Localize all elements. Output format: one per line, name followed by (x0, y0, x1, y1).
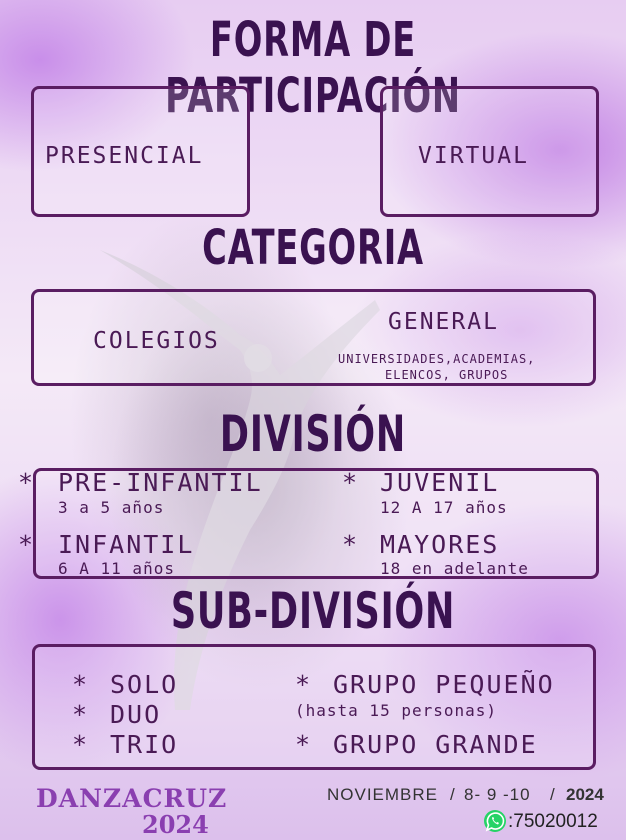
division-bullet: * (18, 530, 36, 559)
phone-number: :75020012 (508, 811, 598, 832)
division-item-juvenil: JUVENIL (380, 468, 500, 497)
participation-title: FORMA DE PARTICIPACIÓN (165, 12, 461, 124)
subdivision-item-solo: SOLO (110, 670, 179, 699)
category-title: CATEGORIA (202, 220, 424, 276)
date-separator: / (450, 785, 455, 804)
date-separator: / (550, 785, 555, 804)
subdivision-bullet: * (72, 670, 90, 699)
subdivision-item-trio: TRIO (110, 730, 179, 759)
general-label: GENERAL (388, 309, 499, 335)
event-month: NOVIEMBRE (327, 785, 439, 804)
subdivision-bullet: * (295, 670, 313, 699)
division-bullet: * (18, 468, 36, 497)
division-range-mayores: 18 en adelante (380, 559, 529, 578)
brand-logo: DANZACRUZ (36, 784, 228, 813)
subdivision-note: (hasta 15 personas) (295, 701, 498, 720)
division-item-infantil: INFANTIL (58, 530, 195, 559)
presencial-label: PRESENCIAL (45, 143, 204, 169)
division-range-juvenil: 12 A 17 años (380, 498, 508, 517)
division-bullet: * (342, 530, 360, 559)
division-title: DIVISIÓN (219, 405, 407, 463)
event-days: 8- 9 -10 (464, 785, 531, 804)
subdivision-item-duo: DUO (110, 700, 162, 729)
division-range-pre-infantil: 3 a 5 años (58, 498, 165, 517)
virtual-label: VIRTUAL (418, 143, 529, 169)
subdivision-bullet: * (72, 730, 90, 759)
general-detail-1: UNIVERSIDADES,ACADEMIAS, (338, 352, 536, 366)
subdivision-item-grupo-grande: GRUPO GRANDE (333, 730, 538, 759)
brand-year: 2024 (142, 810, 209, 839)
division-bullet: * (342, 468, 360, 497)
division-range-infantil: 6 A 11 años (58, 559, 175, 578)
subdivision-bullet: * (72, 700, 90, 729)
subdivision-item-grupo-pequeno: GRUPO PEQUEÑO (333, 670, 555, 699)
division-item-pre-infantil: PRE-INFANTIL (58, 468, 263, 497)
subdivision-bullet: * (295, 730, 313, 759)
event-year: 2024 (566, 785, 604, 804)
general-detail-2: ELENCOS, GRUPOS (385, 368, 509, 382)
colegios-label: COLEGIOS (93, 328, 220, 354)
whatsapp-icon (483, 809, 507, 833)
division-item-mayores: MAYORES (380, 530, 500, 559)
subdivision-title: SUB-DIVISIÓN (170, 582, 456, 640)
